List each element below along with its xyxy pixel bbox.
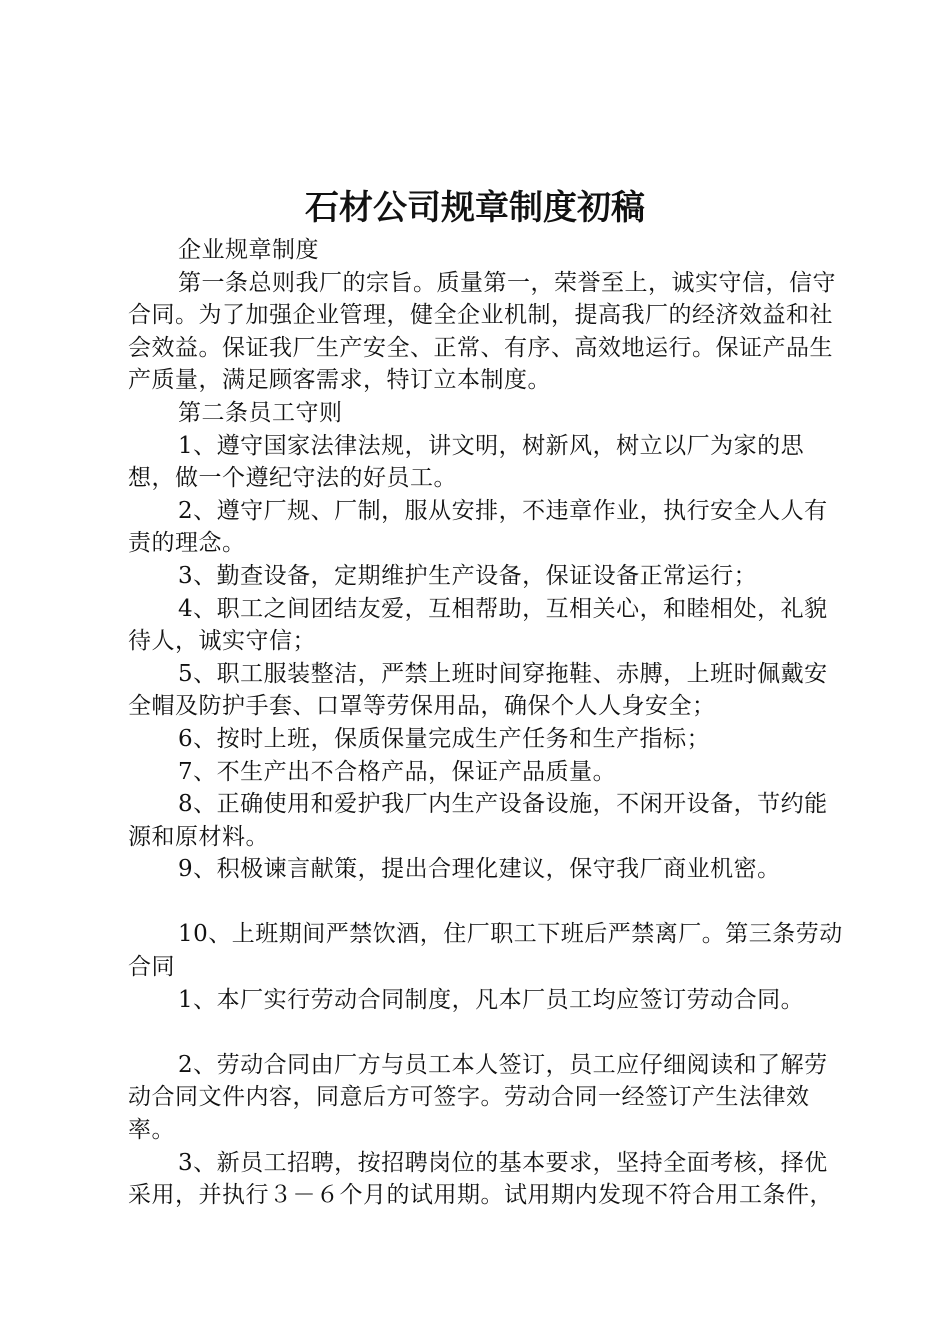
paragraph-rule-4: 4、职工之间团结友爱，互相帮助，互相关心，和睦相处，礼貌待人，诚实守信； — [128, 595, 828, 655]
paragraph-rule-10: 10、上班期间严禁饮酒，住厂职工下班后严禁离厂。第三条劳动合同 — [128, 921, 843, 981]
paragraph-contract-3: 3、新员工招聘，按招聘岗位的基本要求，坚持全面考核，择优采用，并执行３－６个月的试用期。试用期内发现不符合用工条件， — [128, 1149, 833, 1209]
paragraph-rule-2: 2、遵守厂规、厂制，服从安排，不违章作业，执行安全人人有责的理念。 — [128, 497, 828, 557]
paragraph-rule-5: 5、职工服装整洁，严禁上班时间穿拖鞋、赤膊，上班时佩戴安全帽及防护手套、口罩等劳保用品，确保个人人身安全； — [128, 660, 828, 720]
blank-line — [128, 1016, 843, 1049]
paragraph-article-2-heading: 第二条员工守则 — [178, 399, 343, 426]
blank-line — [128, 886, 843, 919]
paragraph-rule-1: 1、遵守国家法律法规，讲文明，树新风，树立以厂为家的思想，做一个遵纪守法的好员工。 — [128, 432, 805, 492]
paragraph-heading-rules: 企业规章制度 — [178, 237, 319, 263]
paragraph-rule-3: 3、勤查设备，定期维护生产设备，保证设备正常运行； — [178, 562, 758, 589]
paragraph-rule-8: 8、正确使用和爱护我厂内生产设备设施，不闲开设备，节约能源和原材料。 — [128, 791, 828, 850]
paragraph-rule-9: 9、积极谏言献策，提出合理化建议，保守我厂商业机密。 — [178, 856, 781, 883]
paragraph-contract-1: 1、本厂实行劳动合同制度，凡本厂员工均应签订劳动合同。 — [178, 986, 805, 1013]
paragraph-contract-2: 2、劳动合同由厂方与员工本人签订，员工应仔细阅读和了解劳动合同文件内容，同意后方可签字。劳动合同一经签订产生法律效率。 — [128, 1051, 828, 1144]
document-body — [128, 234, 843, 1212]
document-title: 石材公司规章制度初稿 — [305, 188, 645, 228]
paragraph-rule-7: 7、不生产出不合格产品，保证产品质量。 — [178, 758, 617, 785]
paragraph-rule-6: 6、按时上班，保质保量完成生产任务和生产指标； — [178, 725, 711, 752]
paragraph-article-1: 第一条总则我厂的宗旨。质量第一，荣誉至上，诚实守信，信守合同。为了加强企业管理，健全企业机制，提高我厂的经济效益和社会效益。保证我厂生产安全、正常、有序、高效地运行。保证产品生产质量，满足顾客需求，特订立本制度。 — [128, 269, 836, 394]
